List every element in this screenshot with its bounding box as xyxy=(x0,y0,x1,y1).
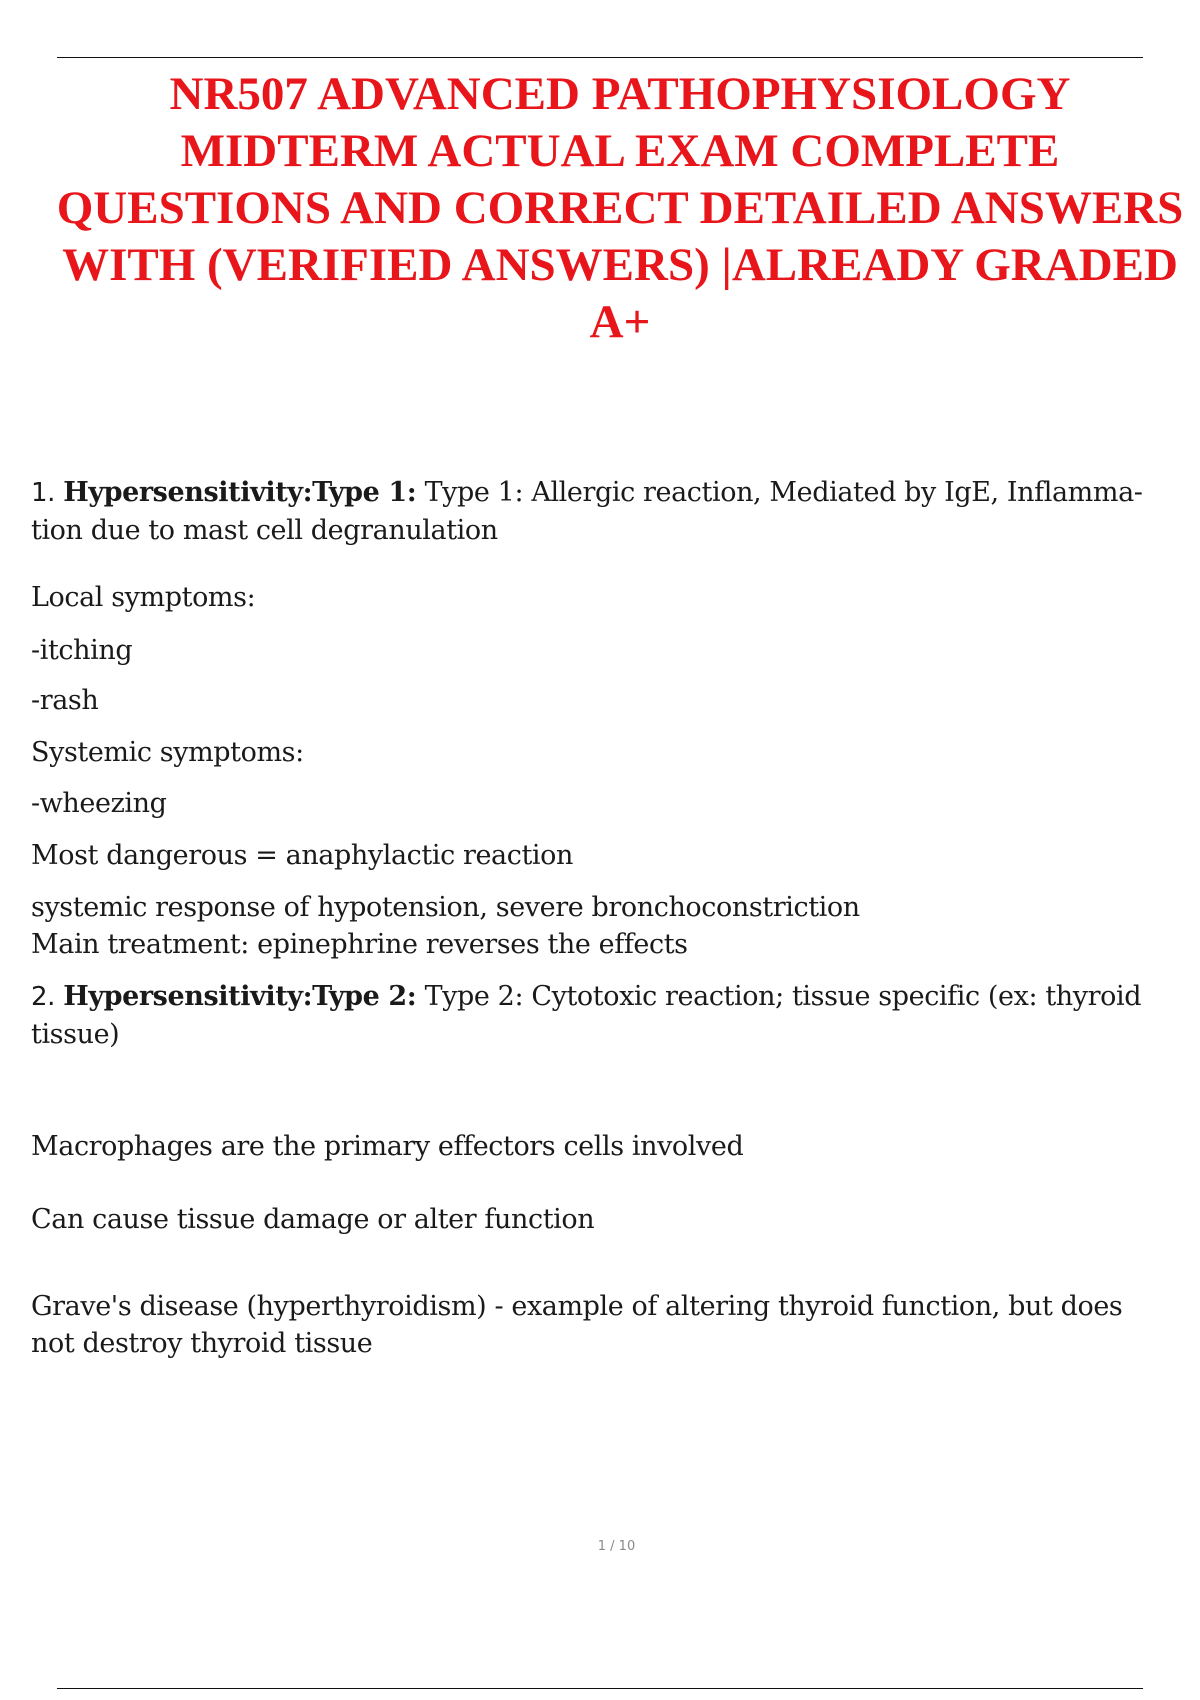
answer-line: Systemic symptoms: xyxy=(31,737,304,768)
answer-line: -itching xyxy=(31,635,133,666)
title-line: A+ xyxy=(589,296,651,348)
answer-text: tion due to mast cell degranulation xyxy=(31,515,498,546)
answer-line: Can cause tissue damage or alter function xyxy=(31,1204,595,1235)
answer-line: -rash xyxy=(31,685,99,716)
answer-line: Local symptoms: xyxy=(31,582,256,613)
title-line: WITH (VERIFIED ANSWERS) |ALREADY GRADED xyxy=(62,239,1178,291)
question-term: Hypersensitivity:Type 1: xyxy=(63,477,417,508)
answer-line: Main treatment: epinephrine reverses the effects xyxy=(31,929,688,960)
question-term: Hypersensitivity:Type 2: xyxy=(63,981,417,1012)
question-number: 1. xyxy=(31,478,56,508)
question-number: 2. xyxy=(31,982,56,1012)
answer-line: Macrophages are the primary effectors cells involved xyxy=(31,1131,744,1162)
answer-line: systemic response of hypotension, severe bronchoconstriction xyxy=(31,892,860,923)
page-indicator: 1 / 10 xyxy=(597,1539,636,1554)
answer-text: tissue) xyxy=(31,1019,120,1050)
question-1 xyxy=(31,474,1171,549)
answer-line: Grave's disease (hyperthyroidism) - example of altering thyroid function, but does xyxy=(31,1291,1123,1322)
title-line: NR507 ADVANCED PATHOPHYSIOLOGY xyxy=(169,68,1071,120)
answer-line: Most dangerous = anaphylactic reaction xyxy=(31,840,574,871)
document-title xyxy=(20,66,1200,351)
answer-line: not destroy thyroid tissue xyxy=(31,1328,373,1359)
answer-text: Type 2: Cytotoxic reaction; tissue specific (ex: thyroid xyxy=(424,981,1142,1012)
title-line: MIDTERM ACTUAL EXAM COMPLETE xyxy=(180,125,1060,177)
answer-text: Type 1: Allergic reaction, Mediated by IgE, Inflamma- xyxy=(424,477,1143,508)
question-2 xyxy=(31,978,1171,1053)
title-line: QUESTIONS AND CORRECT DETAILED ANSWERS xyxy=(56,182,1184,234)
bottom-rule xyxy=(57,1688,1143,1689)
answer-line: -wheezing xyxy=(31,788,167,819)
top-rule xyxy=(57,57,1143,58)
